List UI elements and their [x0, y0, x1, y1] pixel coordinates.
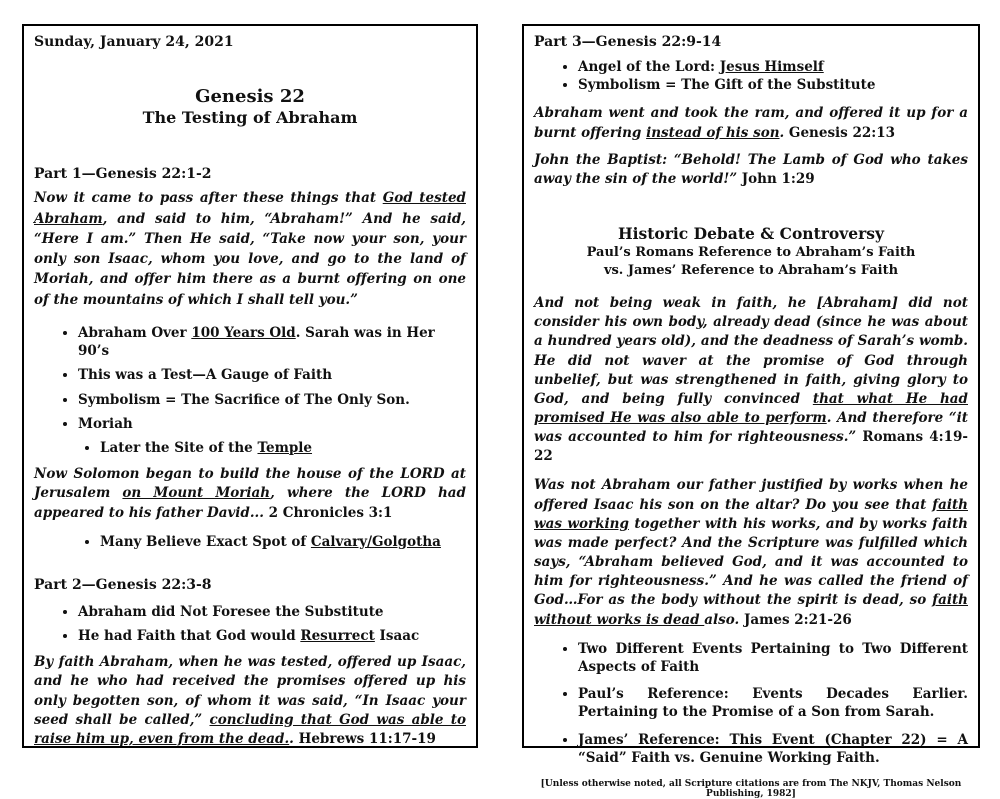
list-item: • Many Believe Exact Spot of Calvary/Golgotha: [100, 533, 466, 551]
scripture-reference: Hebrews 11:17-19: [293, 730, 436, 747]
part1-heading: Part 1—Genesis 22:1-2: [34, 166, 212, 183]
page-title: Genesis 22: [195, 86, 305, 107]
list-item: • Abraham did Not Foresee the Substitute: [78, 603, 466, 621]
hebrews-quote: By faith Abraham, when he was tested, offered up Isaac, and he who had received the promises offered up his only begotten son, of whom it was said, “In Isaac your seed shall be called,” concluding that God was able to raise him up, even from the dead.. Hebrews 11:17-19: [34, 654, 466, 747]
list-item: • Two Different Events Pertaining to Two Different Aspects of Faith: [578, 640, 968, 676]
bulletin-date: Sunday, January 24, 2021: [34, 34, 234, 50]
debate-bullet-list: [534, 640, 968, 767]
list-item: • Angel of the Lord: Jesus Himself: [578, 58, 968, 76]
debate-subtitle-1: Paul’s Romans Reference to Abraham’s Faith: [586, 244, 916, 260]
citation-footnote: [Unless otherwise noted, all Scripture citations are from The NKJV, Thomas Nelson Publishing, 1982]: [540, 779, 962, 799]
list-item: • Moriah: [78, 415, 466, 433]
page-subtitle: The Testing of Abraham: [142, 107, 358, 127]
part3-heading: Part 3—Genesis 22:9-14: [534, 34, 722, 50]
left-page-panel: [22, 24, 478, 748]
romans-quote: And not being weak in faith, he [Abraham] did not consider his own body, already dead (since he was about a hundred years old), and the deadness of Sarah’s womb. He did not waver at the promise of God through unbelief, but was strengthened in faith, giving glory to God, and being fully convinced that what He had promised He was also able to perform. And therefore “it was accounted to him for righteousness.” Romans 4:19-22: [534, 295, 968, 465]
list-item: • Paul’s Reference: Events Decades Earlier. Pertaining to the Promise of a Son from Sarah.: [578, 685, 968, 721]
part1-sub-list: [34, 439, 466, 457]
part2-bullet-list: [34, 603, 466, 645]
part1-sub-list-2: [34, 533, 466, 551]
chronicles-quote: Now Solomon began to build the house of the LORD at Jerusalem on Mount Moriah, where the LORD had appeared to his father David... 2 Chronicles 3:1: [34, 466, 466, 521]
list-item: • Abraham Over 100 Years Old. Sarah was in Her 90’s: [78, 324, 466, 360]
scripture-reference: John 1:29: [737, 170, 815, 187]
james-quote: Was not Abraham our father justified by works when he offered Isaac his son on the altar? Do you see that faith was working together with his works, and by works faith was made perfect? And the Scripture was fulfilled which says, “Abraham believed God, and it was accounted to him for righteousness.” And he was called the friend of God…For as the body without the spirit is dead, so faith without works is dead also. James 2:21-26: [534, 477, 968, 628]
part1-quote: [34, 188, 466, 310]
scripture-reference: James 2:21-26: [739, 611, 852, 628]
debate-title: Historic Debate & Controversy: [617, 224, 884, 244]
part3-bullet-list: [534, 58, 968, 94]
quote-text: Now it came to pass after these things that: [34, 190, 383, 207]
part1-bullet-list: [34, 324, 466, 433]
john-quote: John the Baptist: “Behold! The Lamb of God who takes away the sin of the world!” John 1:29: [534, 151, 968, 187]
genesis-quote: Abraham went and took the ram, and offered it up for a burnt offering instead of his son. Genesis 22:13: [534, 105, 968, 141]
quote-underlined: God tested Abraham: [34, 190, 466, 227]
part2-heading: Part 2—Genesis 22:3-8: [34, 576, 212, 593]
list-item: • He had Faith that God would Resurrect Isaac: [78, 627, 466, 645]
quote-text: , and said to him, “Abraham!” And he said, “Here I am.” Then He said, “Take now your son, your only son Isaac, whom you love, and go to the land of Moriah, and offer him there as a burnt offering on one of the mountains of which I shall tell you.”: [34, 210, 466, 308]
scripture-reference: Genesis 22:13: [784, 124, 896, 141]
debate-subtitle-2: vs. James’ Reference to Abraham’s Faith: [603, 262, 899, 278]
list-item: • This was a Test—A Gauge of Faith: [78, 366, 466, 384]
list-item: • Symbolism = The Gift of the Substitute: [578, 76, 968, 94]
list-item: • James’ Reference: This Event (Chapter 22) = A “Said” Faith vs. Genuine Working Faith.: [578, 731, 968, 767]
list-item: • Later the Site of the Temple: [100, 439, 466, 457]
scripture-reference: 2 Chronicles 3:1: [263, 504, 393, 521]
scripture-reference: Romans 4:19-22: [534, 429, 968, 465]
right-page-panel: [522, 24, 980, 799]
list-item: • Symbolism = The Sacrifice of The Only Son.: [78, 391, 466, 409]
